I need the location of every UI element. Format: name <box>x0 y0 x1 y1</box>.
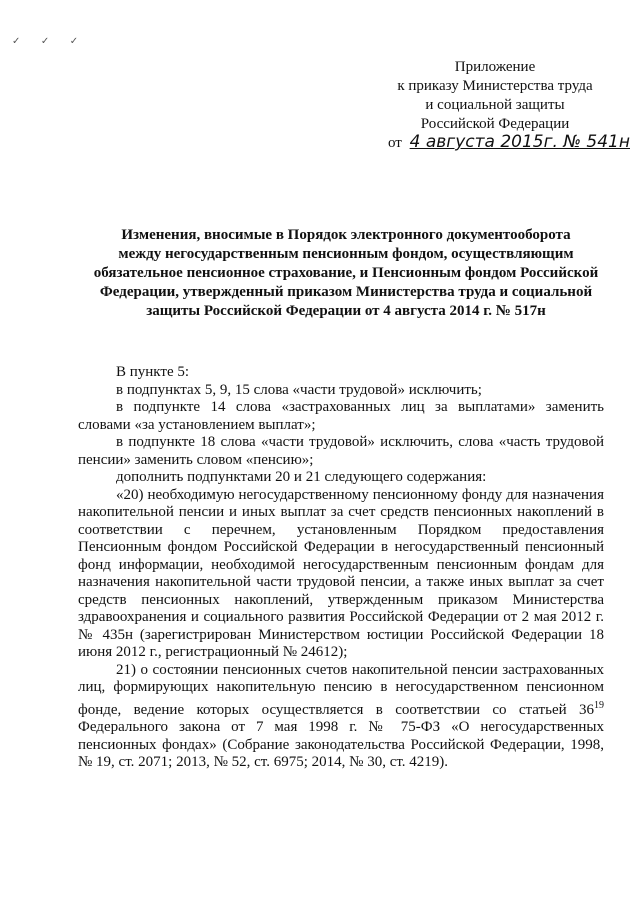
paragraph-subitem-21 <box>78 662 604 772</box>
paragraph-subitem-14: в подпункте 14 слова «застрахованных лиц за выплатами» заменить словами «за установлением выплат»; <box>78 399 604 433</box>
article-superscript: 19 <box>594 699 604 711</box>
handwritten-date-number: 4 августа 2015г. № 541н <box>409 132 630 152</box>
paragraph-subitems-5-9-15: в подпунктах 5, 9, 15 слова «части трудовой» исключить; <box>116 381 482 398</box>
paragraph-add-subitems: дополнить подпунктами 20 и 21 следующего содержания: <box>116 469 487 485</box>
date-prefix: от <box>388 135 402 151</box>
title-line: Изменения, вносимые в Порядок электронного документооборота <box>121 227 571 243</box>
paragraph-subitem-20: «20) необходимую негосударственному пенсионному фонду для назначения накопительной пенсии и иных выплат за счет средств пенсионных накоплений в соответствии с перечнем, установленным Порядком предоставления Пенсионным фондом Российской Федерации в негосударственный пенсионный фонд информации, необходимой негосударственным пенсионным фондам для назначения накопительной части трудовой пенсии, а также иных выплат за счет средств пенсионных накоплений, утвержденным приказом Министерства здравоохранения и социального развития Российской Федерации от 2 мая 2012 г. № 435н (зарегистрирован Министерством юстиции Российской Федерации 18 июня 2012 г., регистрационный № 24612); <box>78 486 604 660</box>
approval-line: к приказу Министерства труда <box>397 78 593 94</box>
title-line: между негосударственным пенсионным фондом, осуществляющим <box>118 246 574 262</box>
approval-line: Российской Федерации <box>420 116 570 132</box>
document-body <box>78 364 604 772</box>
paragraph-subitem-18: в подпункте 18 слова «части трудовой» исключить, слова «часть трудовой пенсии» заменить словом «пенсию»; <box>78 434 604 468</box>
subitem-21-text-start: 21) о состоянии пенсионных счетов накопительной пенсии застрахованных лиц, формирующих накопительную пенсию в негосударственном пенсионном фонде, ведение которых осуществляется в соответствии со статьей 36 <box>78 661 604 718</box>
title-line: обязательное пенсионное страхование, и Пенсионным фондом Российской <box>93 265 599 281</box>
title-line: Федерации, утвержденный приказом Министерства труда и социальной <box>99 284 593 300</box>
order-date-line <box>388 132 630 152</box>
title-line: защиты Российской Федерации от 4 августа 2014 г. № 517н <box>146 303 546 319</box>
scan-tick-marks: ✓ ✓ ✓ <box>12 36 88 47</box>
document-title <box>88 226 604 321</box>
paragraph-item5: В пункте 5: <box>116 364 190 380</box>
subitem-21-text-end: Федерального закона от 7 мая 1998 г. № 75-ФЗ «О негосударственных пенсионных фондах» (Собрание законодательства Российской Федерации, 1998, № 19, ст. 2071; 2013, № 52, ст. 6975; 2014, № 30, ст. 4219). <box>78 719 604 770</box>
approval-line: Приложение <box>454 59 536 75</box>
approval-line: и социальной защиты <box>425 97 565 113</box>
approval-block <box>380 58 610 134</box>
